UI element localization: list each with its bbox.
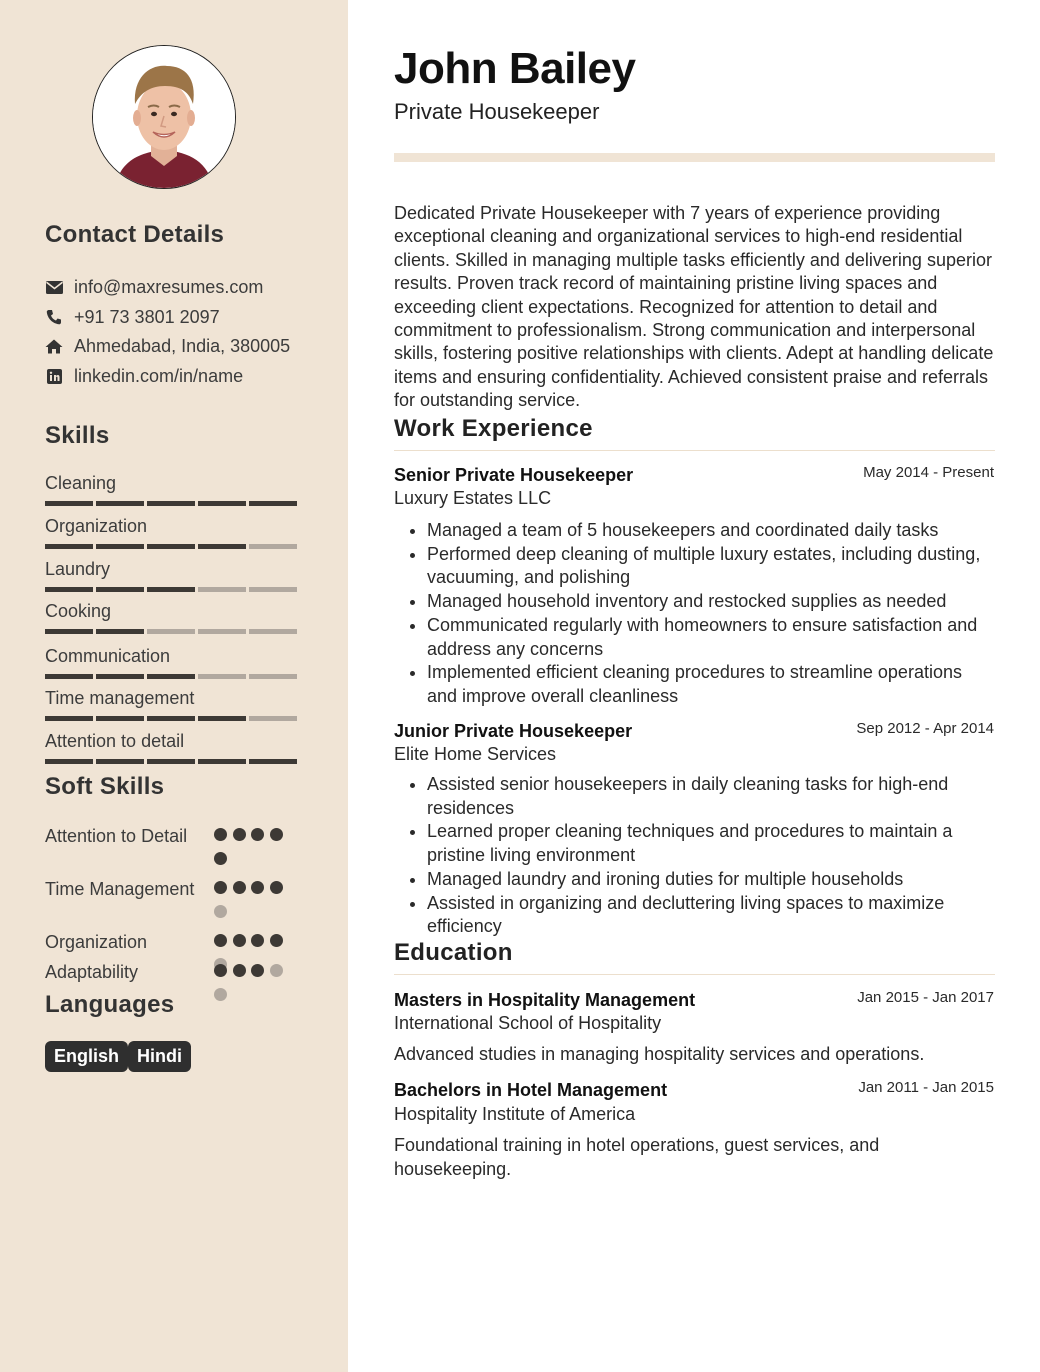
degree-school: International School of Hospitality	[394, 1013, 662, 1033]
soft-skill-dot	[270, 934, 283, 947]
skill-item	[45, 730, 305, 752]
soft-skill-dot	[270, 964, 283, 977]
skill-label: Cleaning	[45, 473, 117, 493]
job-bullet: • Managed a team of 5 housekeepers and coordinated daily tasks	[427, 519, 995, 543]
contact-linkedin[interactable]	[45, 364, 243, 388]
contact-address-text: Ahmedabad, India, 380005	[74, 335, 291, 356]
degree-description: Advanced studies in managing hospitality services and operations.	[394, 1044, 925, 1064]
skill-label: Laundry	[45, 559, 111, 579]
skill-label: Organization	[45, 516, 148, 536]
soft-skill-dot	[233, 934, 246, 947]
skill-bar-segment	[249, 759, 297, 764]
skill-item	[45, 558, 305, 580]
skill-bar-segment	[249, 716, 297, 721]
job-title: Junior Private Housekeeper	[394, 721, 633, 741]
soft-skill-dot	[233, 881, 246, 894]
skill-bar-segment	[96, 501, 144, 506]
skill-item	[45, 687, 305, 709]
soft-skill-label: Organization	[45, 932, 148, 952]
degree-title: Masters in Hospitality Management	[394, 990, 696, 1010]
profile-photo	[93, 46, 235, 188]
job-bullet: • Learned proper cleaning techniques and procedures to maintain a pristine living environment	[427, 820, 995, 867]
skill-bar-segment	[147, 674, 195, 679]
soft-skill-dot	[251, 828, 264, 841]
degree-dates: Jan 2011 - Jan 2015	[858, 1079, 994, 1096]
skill-bar-segment	[45, 544, 93, 549]
soft-skill-dot	[214, 905, 227, 918]
contact-email-text: info@maxresumes.com	[74, 276, 264, 297]
job-bullet: • Managed household inventory and restocked supplies as needed	[427, 590, 995, 614]
degree-description: Foundational training in hotel operations, guest services, and housekeeping.	[394, 1135, 880, 1179]
skill-bar-segment	[198, 629, 246, 634]
degree-school: Hospitality Institute of America	[394, 1104, 636, 1124]
job-dates: Sep 2012 - Apr 2014	[856, 720, 994, 737]
skill-label: Attention to detail	[45, 731, 185, 751]
skill-bar-segment	[45, 674, 93, 679]
skill-bar-segment	[147, 629, 195, 634]
contact-heading: Contact Details	[45, 221, 225, 248]
skill-label: Communication	[45, 646, 171, 666]
soft-skill-dot	[233, 828, 246, 841]
skill-item	[45, 645, 305, 667]
skill-item	[45, 472, 305, 494]
skill-bar-segment	[45, 759, 93, 764]
contact-phone-text: +91 73 3801 2097	[74, 306, 220, 327]
soft-skill-dot	[270, 881, 283, 894]
soft-skill-dot	[214, 852, 227, 865]
phone-icon	[45, 308, 63, 326]
job-dates: May 2014 - Present	[863, 464, 994, 481]
skill-bar-segment	[198, 501, 246, 506]
skill-bar-segment	[147, 501, 195, 506]
avatar	[92, 45, 236, 189]
skill-bar-segment	[96, 674, 144, 679]
soft-skill-label: Time Management	[45, 879, 195, 899]
job-company: Luxury Estates LLC	[394, 488, 552, 508]
skill-label: Cooking	[45, 601, 112, 621]
work-divider	[394, 450, 995, 451]
home-icon	[45, 337, 63, 355]
skill-bar	[45, 716, 300, 721]
soft-skill-label: Attention to Detail	[45, 826, 188, 846]
skill-bar-segment	[198, 587, 246, 592]
skill-bar	[45, 587, 300, 592]
languages-heading: Languages	[45, 991, 175, 1018]
skill-bar-segment	[198, 716, 246, 721]
soft-skill-dot	[251, 881, 264, 894]
soft-skill-dot	[214, 964, 227, 977]
language-tag: English	[45, 1041, 128, 1072]
soft-skill-label: Adaptability	[45, 962, 139, 982]
skill-bar-segment	[147, 716, 195, 721]
job-company: Elite Home Services	[394, 744, 557, 764]
candidate-name: John Bailey	[394, 44, 636, 93]
skill-bar-segment	[45, 587, 93, 592]
contact-email[interactable]	[45, 275, 263, 299]
skill-bar-segment	[147, 759, 195, 764]
skill-bar	[45, 501, 300, 506]
skill-bar	[45, 674, 300, 679]
skill-bar-segment	[249, 629, 297, 634]
skill-bar-segment	[45, 501, 93, 506]
skill-bar-segment	[96, 716, 144, 721]
soft-skill-dot	[233, 964, 246, 977]
sidebar	[0, 0, 348, 1372]
job-bullet: • Managed laundry and ironing duties for multiple households	[427, 868, 995, 892]
contact-address	[45, 334, 290, 358]
soft-skill-dot	[214, 988, 227, 1001]
soft-skill-dot	[270, 828, 283, 841]
skill-item	[45, 515, 305, 537]
skill-bar-segment	[96, 544, 144, 549]
header-divider	[394, 153, 995, 162]
skill-bar-segment	[45, 629, 93, 634]
language-tag: Hindi	[128, 1041, 191, 1072]
skill-bar-segment	[96, 759, 144, 764]
skill-label: Time management	[45, 688, 195, 708]
education-heading: Education	[394, 939, 513, 966]
skill-bar-segment	[249, 501, 297, 506]
skill-bar	[45, 629, 300, 634]
skill-bar-segment	[147, 544, 195, 549]
skill-bar	[45, 544, 300, 549]
skill-bar-segment	[198, 544, 246, 549]
skill-bar-segment	[96, 587, 144, 592]
linkedin-icon	[45, 367, 63, 385]
job-title: Senior Private Housekeeper	[394, 465, 634, 485]
skill-bar-segment	[96, 629, 144, 634]
skills-heading: Skills	[45, 422, 110, 449]
skill-bar-segment	[249, 674, 297, 679]
profile-summary: Dedicated Private Housekeeper with 7 years of experience providing exceptional cleaning and organizational services to high-end residential clients. Skilled in managing multiple tasks efficiently and delivering superior results. Proven track record of maintaining pristine living spaces and exceeding client expectations. Recognized for attention to detail and commitment to professionalism. Strong communication and interpersonal skills, fostering positive relationships with clients. Adept at handling delicate items and ensuring confidentiality. Achieved consistent praise and referrals for outstanding service.	[394, 203, 994, 411]
skill-bar-segment	[147, 587, 195, 592]
envelope-icon	[45, 278, 63, 296]
soft-skill-dot	[214, 934, 227, 947]
skill-bar-segment	[198, 674, 246, 679]
job-bullets	[394, 519, 995, 709]
soft-skill-dot	[214, 828, 227, 841]
soft-skills-heading: Soft Skills	[45, 773, 165, 800]
job-bullet: • Assisted in organizing and decluttering living spaces to maximize efficiency	[427, 892, 995, 939]
education-divider	[394, 974, 995, 975]
skill-bar-segment	[249, 587, 297, 592]
job-bullet: • Assisted senior housekeepers in daily cleaning tasks for high-end residences	[427, 773, 995, 820]
skill-bar-segment	[45, 716, 93, 721]
job-bullet: • Performed deep cleaning of multiple luxury estates, including dusting, vacuuming, and polishing	[427, 543, 995, 590]
contact-linkedin-text: linkedin.com/in/name	[74, 365, 244, 386]
degree-dates: Jan 2015 - Jan 2017	[857, 989, 994, 1006]
soft-skill-dot	[251, 934, 264, 947]
work-heading: Work Experience	[394, 415, 593, 442]
soft-skill-dot	[214, 881, 227, 894]
skill-bar-segment	[198, 759, 246, 764]
contact-phone[interactable]	[45, 305, 220, 329]
skill-item	[45, 600, 305, 622]
skill-bar-segment	[249, 544, 297, 549]
degree-title: Bachelors in Hotel Management	[394, 1080, 668, 1100]
soft-skill-dot	[251, 964, 264, 977]
job-bullets	[394, 773, 995, 939]
candidate-role: Private Housekeeper	[394, 99, 600, 124]
job-bullet: • Implemented efficient cleaning procedures to streamline operations and improve overall cleanliness	[427, 661, 995, 708]
skill-bar	[45, 759, 300, 764]
job-bullet: • Communicated regularly with homeowners to ensure satisfaction and address any concerns	[427, 614, 995, 661]
